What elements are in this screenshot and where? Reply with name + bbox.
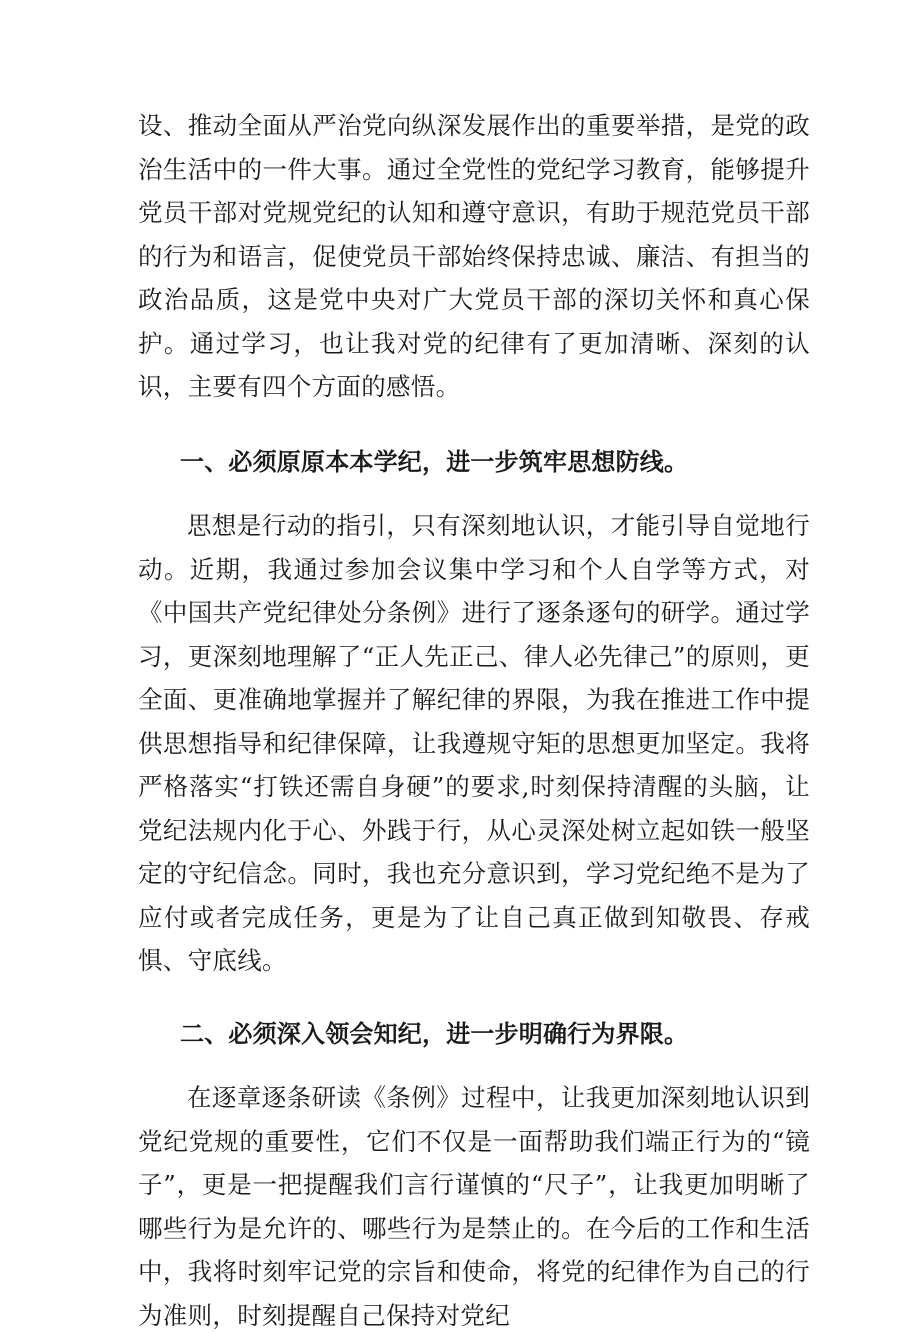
body-paragraph-section-2: 在逐章逐条研读《条例》过程中，让我更加深刻地认识到党纪党规的重要性，它们不仅是一面帮助我们端正行为的“镜子”，更是一把提醒我们言行谨慎的“尺子”，让我更加明晰了哪些行为是允许的、哪些行为是禁止的。在今后的工作和生活中，我将时刻牢记党的宗旨和使命，将党的纪律作为自己的行为准则，时刻提醒自己保持对党纪 [138,1083,810,1330]
body-paragraph-section-1: 思想是行动的指引，只有深刻地认识，才能引导自觉地行动。近期，我通过参加会议集中学习和个人自学等方式，对《中国共产党纪律处分条例》进行了逐条逐句的研学。通过学习，更深刻地理解了“正人先正己、律人必先律己”的原则，更全面、更准确地掌握并了解纪律的界限，为我在推进工作中提供思想指导和纪律保障，让我遵规守矩的思想更加坚定。我将严格落实“打铁还需自身硬”的要求,时刻保持清醒的头脑，让党纪法规内化于心、外践于行，从心灵深处树立起如铁一般坚定的守纪信念。同时，我也充分意识到，学习党纪绝不是为了应付或者完成任务，更是为了让自己真正做到知敬畏、存戒惧、守底线。 [138,511,810,975]
section-heading-1: 一、必须原原本本学纪，进一步筑牢思想防线。 [180,447,689,476]
body-paragraph-intro: 设、推动全面从严治党向纵深发展作出的重要举措，是党的政治生活中的一件大事。通过全党性的党纪学习教育，能够提升党员干部对党规党纪的认知和遵守意识，有助于规范党员干部的行为和语言，促使党员干部始终保持忠诚、廉洁、有担当的政治品质，这是党中央对广大党员干部的深切关怀和真心保护。通过学习，也让我对党的纪律有了更加清晰、深刻的认识，主要有四个方面的感悟。 [138,111,810,401]
section-heading-2: 二、必须深入领会知纪，进一步明确行为界限。 [180,1019,689,1048]
